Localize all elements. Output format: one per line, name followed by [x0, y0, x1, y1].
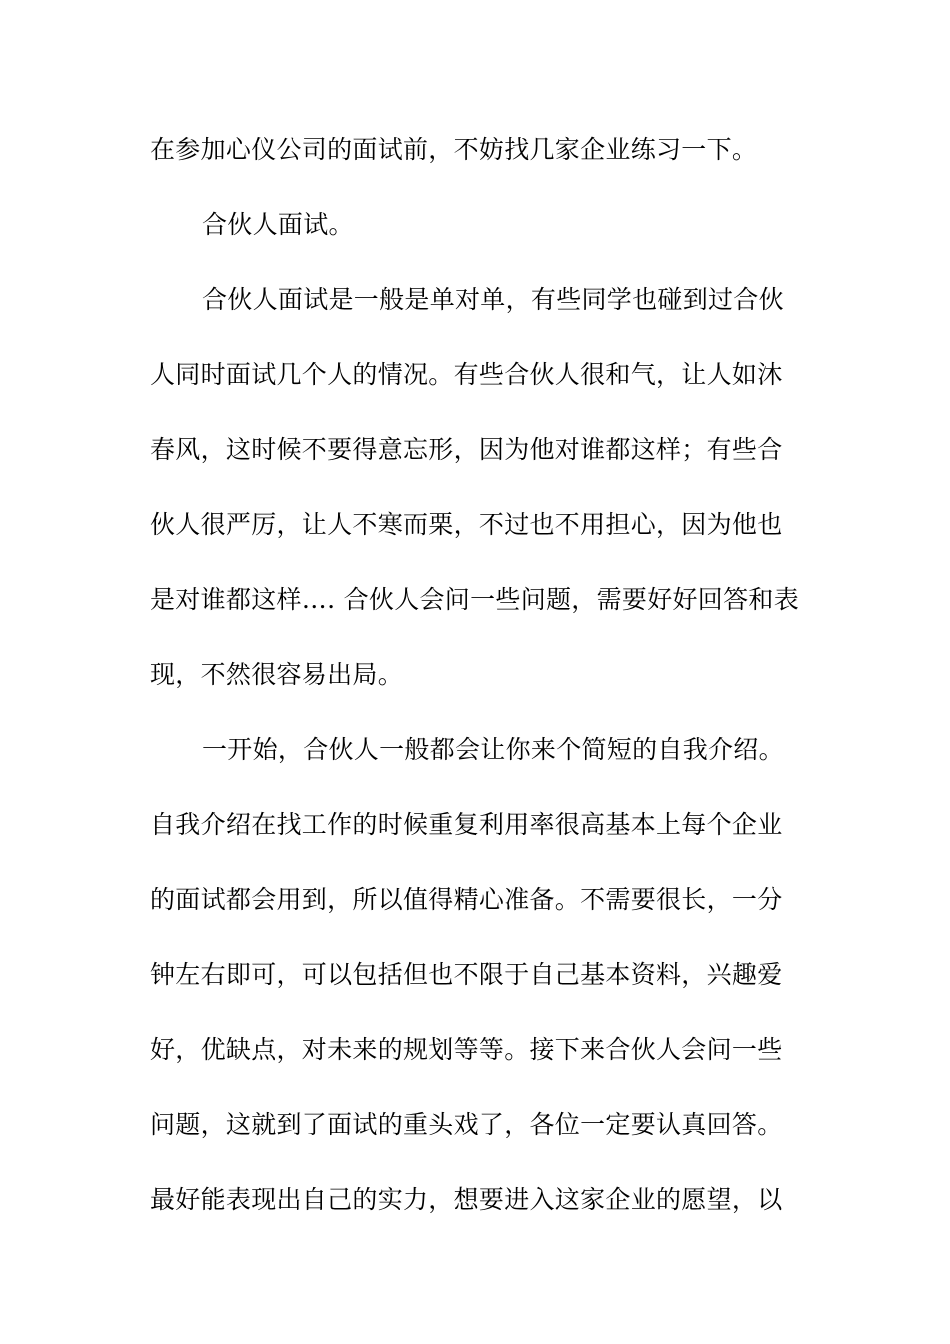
section-heading: 合伙人面试。: [202, 210, 354, 239]
paragraph-first-line: 合伙人面试是一般是单对单，有些同学也碰到过合伙: [202, 285, 784, 314]
text-line: 现，不然很容易出局。: [150, 660, 404, 689]
text-line: 问题，这就到了面试的重头戏了，各位一定要认真回答。: [150, 1110, 783, 1139]
text-line: 是对谁都这样…. 合伙人会问一些问题，需要好好回答和表: [150, 585, 799, 614]
text-line: 春风，这时候不要得意忘形，因为他对谁都这样；有些合: [150, 435, 783, 464]
text-line: 在参加心仪公司的面试前，不妨找几家企业练习一下。: [150, 135, 758, 164]
text-line: 的面试都会用到，所以值得精心准备。不需要很长，一分: [150, 885, 783, 914]
paragraph-first-line: 一开始，合伙人一般都会让你来个简短的自我介绍。: [202, 735, 784, 764]
text-line: 好，优缺点，对未来的规划等等。接下来合伙人会问一些: [150, 1035, 783, 1064]
text-line: 钟左右即可，可以包括但也不限于自己基本资料，兴趣爱: [150, 960, 783, 989]
text-line: 伙人很严厉，让人不寒而栗，不过也不用担心，因为他也: [150, 510, 783, 539]
text-line: 自我介绍在找工作的时候重复利用率很高基本上每个企业: [150, 810, 783, 839]
text-line: 人同时面试几个人的情况。有些合伙人很和气，让人如沐: [150, 360, 783, 389]
text-line: 最好能表现出自己的实力，想要进入这家企业的愿望，以: [150, 1185, 783, 1214]
